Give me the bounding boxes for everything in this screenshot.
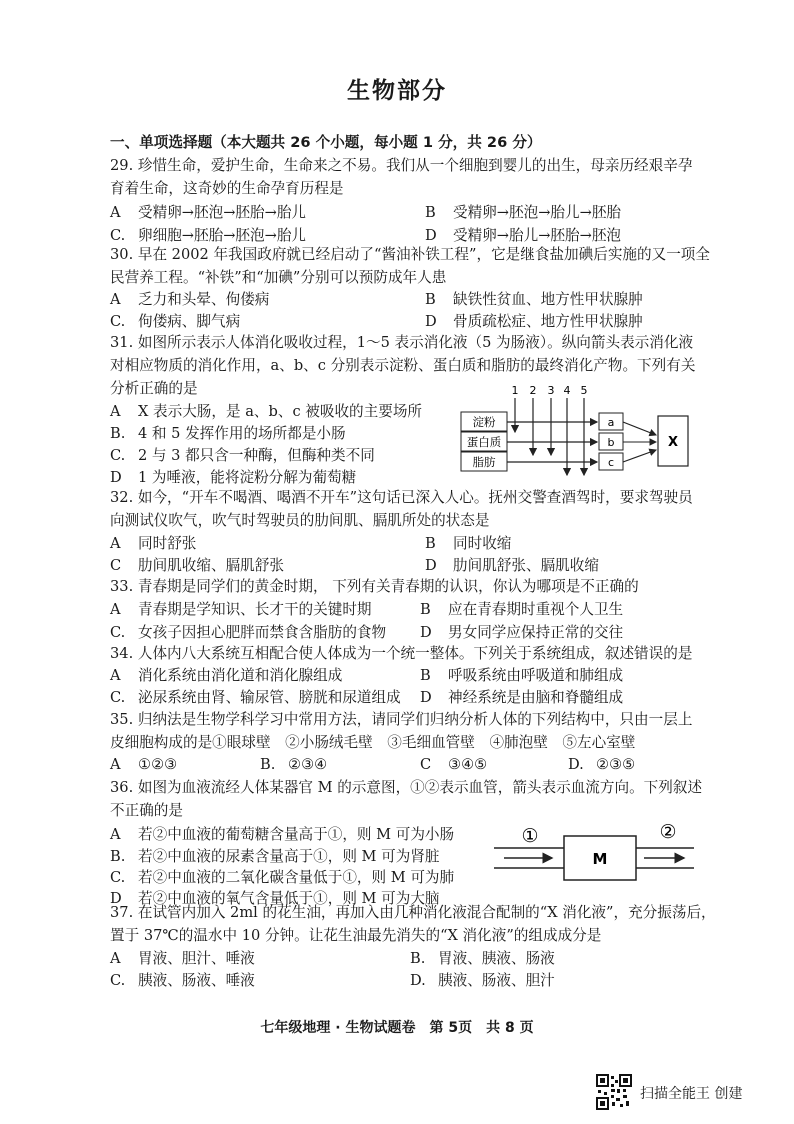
- q34-option-c: C. 泌尿系统由肾、输尿管、膀胱和尿道组成: [110, 689, 401, 706]
- digestive-juice-3-label: 3: [547, 384, 555, 397]
- q31-stem-line3: 分析正确的是: [110, 380, 198, 397]
- q30-stem-line1: 30. 早在 2002 年我国政府就已经启动了“酱油补铁工程”，它是继食盐加碘后实施的又一项全: [110, 246, 710, 263]
- qr-code-icon: [596, 1074, 632, 1110]
- q35-option-c: C ③④⑤: [420, 756, 488, 773]
- q33-stem: 33. 青春期是同学们的黄金时期， 下列有关青春期的认识，你认为哪项是不正确的: [110, 578, 639, 595]
- q31-stem-line2: 对相应物质的消化作用，a、b、c 分别表示淀粉、蛋白质和脂肪的最终消化产物。下列有关: [110, 357, 696, 374]
- q29-option-a: A 受精卵→胚泡→胚胎→胎儿: [110, 204, 307, 221]
- protein-label: 蛋白质: [466, 435, 502, 449]
- q30-option-b: B 缺铁性贫血、地方性甲状腺肿: [425, 291, 643, 308]
- q37-option-d: D. 胰液、肠液、胆汁: [410, 972, 555, 989]
- q33-option-b: B 应在青春期时重视个人卫生: [420, 601, 624, 618]
- q33-option-c: C. 女孩子因担心肥胖而禁食含脂肪的食物: [110, 624, 387, 641]
- vessel-2-label: ②: [659, 821, 677, 843]
- q31-option-a: A X 表示大肠，是 a、b、c 被吸收的主要场所: [110, 403, 423, 420]
- starch-label: 淀粉: [472, 415, 496, 429]
- q36-option-b: B. 若②中血液的尿素含量高于①，则 M 可为肾脏: [110, 848, 440, 865]
- q32-stem-line2: 向测试仪吹气，吹气时驾驶员的肋间肌、膈肌所处的状态是: [110, 512, 490, 529]
- q29-stem-line2: 育着生命，这奇妙的生命孕育历程是: [110, 180, 344, 197]
- q29-option-b: B 受精卵→胚泡→胎儿→胚胎: [425, 204, 622, 221]
- q30-option-d: D 骨质疏松症、地方性甲状腺肿: [425, 313, 643, 330]
- product-a-label: a: [607, 416, 615, 429]
- q36-stem-line2: 不正确的是: [110, 802, 183, 819]
- q30-option-a: A 乏力和头晕、佝偻病: [110, 291, 270, 308]
- product-c-label: c: [607, 456, 615, 469]
- product-a-absorb-arrow: [623, 422, 656, 435]
- vessel-1-label: ①: [521, 825, 539, 847]
- section-heading: 一、单项选择题（本大题共 26 个小题，每小题 1 分，共 26 分）: [110, 134, 542, 151]
- q33-option-d: D 男女同学应保持正常的交往: [420, 624, 624, 641]
- q32-option-c: C 肋间肌收缩、膈肌舒张: [110, 557, 284, 574]
- page-title: 生物部分: [347, 78, 447, 104]
- q35-stem-line1: 35. 归纳法是生物学科学习中常用方法，请同学们归纳分析人体的下列结构中，只由一层上: [110, 711, 693, 728]
- digestive-juice-1-label: 1: [511, 384, 519, 397]
- q34-option-d: D 神经系统是由脑和脊髓组成: [420, 689, 624, 706]
- q30-option-c: C. 佝偻病、脚气病: [110, 313, 241, 330]
- q37-stem-line2: 置于 37℃的温水中 10 分钟。让花生油最先消失的“X 消化液”的组成成分是: [110, 927, 602, 944]
- q31-option-b: B. 4 和 5 发挥作用的场所都是小肠: [110, 425, 346, 442]
- q37-stem-line1: 37. 在试管内加入 2ml 的花生油，再加入由几种消化液混合配制的“X 消化液”，充分振荡后，: [110, 904, 716, 921]
- q31-option-d: D 1 为唾液，能将淀粉分解为葡萄糖: [110, 469, 357, 486]
- q34-option-b: B 呼吸系统由呼吸道和肺组成: [420, 667, 624, 684]
- q29-option-c: C. 卵细胞→胚胎→胚泡→胎儿: [110, 227, 307, 244]
- q37-option-a: A 胃液、胆汁、唾液: [110, 950, 255, 967]
- q33-option-a: A 青春期是学知识、长才干的关键时期: [110, 601, 372, 618]
- q36-option-c: C. 若②中血液的二氧化碳含量低于①，则 M 可为肺: [110, 869, 455, 886]
- q35-stem-line2: 皮细胞构成的是①眼球壁 ②小肠绒毛壁 ③毛细血管壁 ④肺泡壁 ⑤左心室壁: [110, 734, 636, 751]
- q34-stem: 34. 人体内八大系统互相配合使人体成为一个统一整体。下列关于系统组成，叙述错误的是: [110, 645, 693, 662]
- q35-option-b: B. ②③④: [260, 756, 328, 773]
- product-c-absorb-arrow: [623, 450, 656, 462]
- digestion-diagram: [456, 380, 696, 480]
- page-footer: 七年级地理 · 生物试题卷 第 5页 共 8 页: [260, 1020, 534, 1036]
- product-b-label: b: [607, 436, 615, 449]
- digestive-juice-4-label: 4: [563, 384, 571, 397]
- q30-stem-line2: 民营养工程。“补铁”和“加碘”分别可以预防成年人患: [110, 269, 447, 286]
- digestive-juice-5-label: 5: [580, 384, 588, 397]
- q32-option-b: B 同时收缩: [425, 535, 512, 552]
- q36-stem-line1: 36. 如图为血液流经人体某器官 M 的示意图，①②表示血管，箭头表示血流方向。下列叙述: [110, 779, 703, 796]
- q29-option-d: D 受精卵→胎儿→胚胎→胚泡: [425, 227, 622, 244]
- q32-option-a: A 同时舒张: [110, 535, 197, 552]
- q31-option-c: C. 2 与 3 都只含一种酶，但酶种类不同: [110, 447, 375, 464]
- q31-stem-line1: 31. 如图所示表示人体消化吸收过程，1～5 表示消化液（5 为肠液）。纵向箭头表示消化液: [110, 334, 694, 351]
- fat-label: 脂肪: [472, 455, 496, 469]
- blood-flow-diagram: [494, 820, 694, 886]
- q37-option-c: C. 胰液、肠液、唾液: [110, 972, 255, 989]
- x-label: X: [667, 435, 679, 450]
- q34-option-a: A 消化系统由消化道和消化腺组成: [110, 667, 343, 684]
- q32-option-d: D 肋间肌舒张、膈肌收缩: [425, 557, 599, 574]
- q36-option-a: A 若②中血液的葡萄糖含量高于①，则 M 可为小肠: [110, 826, 455, 843]
- q35-option-d: D. ②③⑤: [568, 756, 636, 773]
- q29-stem-line1: 29. 珍惜生命，爱护生命，生命来之不易。我们从一个细胞到婴儿的出生，母亲历经艰辛孕: [110, 157, 693, 174]
- q35-option-a: A ①②③: [110, 756, 178, 773]
- digestive-juice-2-label: 2: [529, 384, 537, 397]
- scanner-watermark: 扫描全能王 创建: [640, 1086, 743, 1102]
- q37-option-b: B. 胃液、胰液、肠液: [410, 950, 555, 967]
- q36-option-d: D 若②中血液的氧气含量低于①，则 M 可为大脑: [110, 890, 440, 907]
- q32-stem-line1: 32. 如今，“开车不喝酒、喝酒不开车”这句话已深入人心。抚州交警查酒驾时，要求驾驶员: [110, 489, 693, 506]
- organ-m-label: M: [592, 850, 608, 868]
